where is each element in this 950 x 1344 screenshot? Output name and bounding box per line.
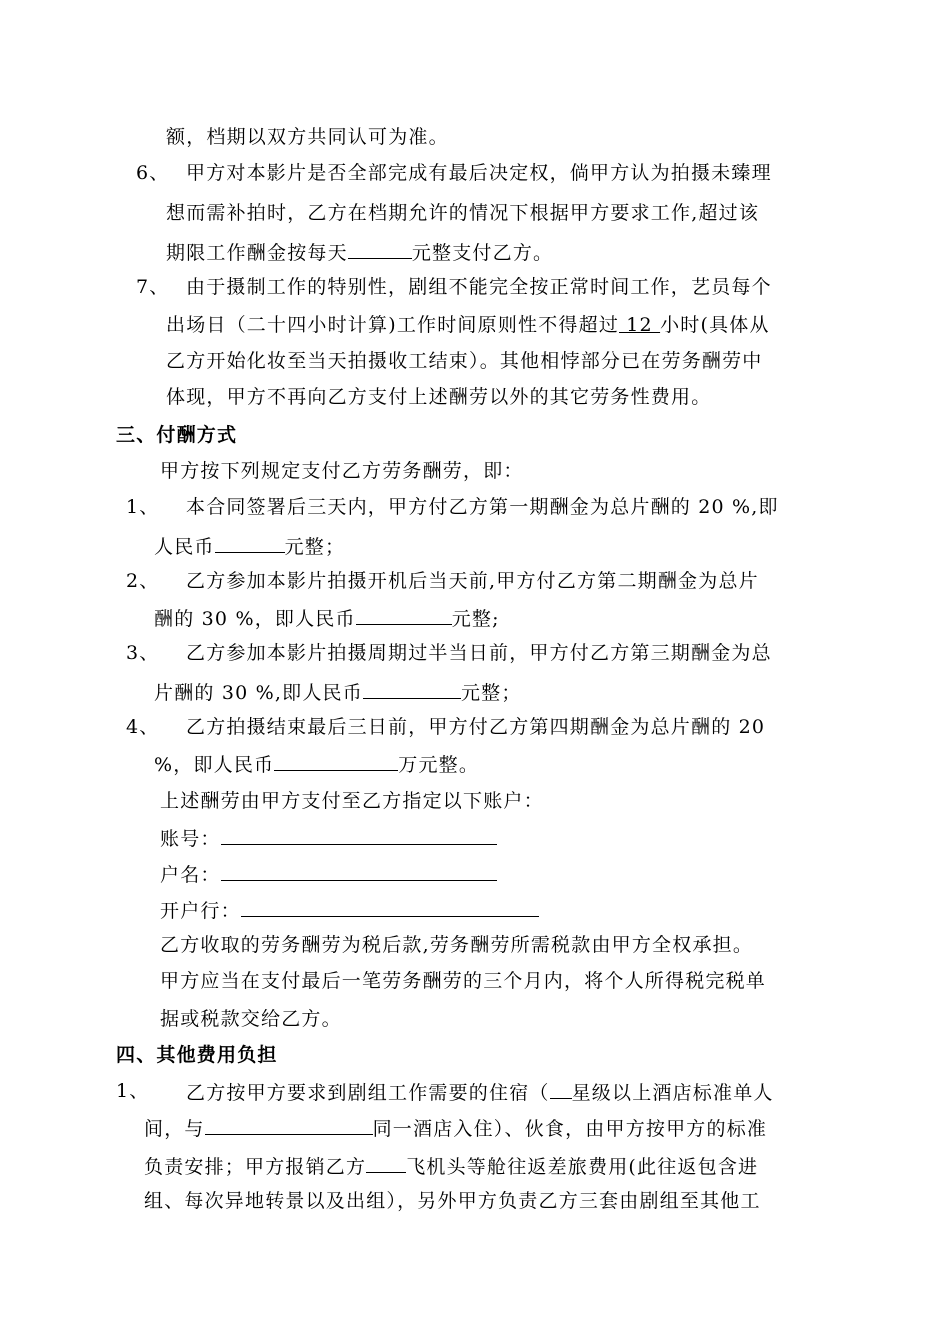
text-line: 甲方应当在支付最后一笔劳务酬劳的三个月内，将个人所得税完税单 [160,970,767,992]
blank-field [363,678,461,699]
blank-field [205,1114,373,1135]
section-heading: 三、付酬方式 [116,424,238,446]
text-line: 体现，甲方不再向乙方支付上述酬劳以外的其它劳务性费用。 [166,386,712,408]
item-number: 6、 [136,162,170,184]
text-line: 想而需补拍时，乙方在档期允许的情况下根据甲方要求工作,超过该 [166,202,760,224]
item-number: 1、 [126,496,160,518]
text-segment: 人民币 [154,536,215,558]
text-segment: 片酬的 30 %,即人民币 [154,682,363,704]
hours-value: 12 [619,314,661,336]
text-line [154,532,345,560]
text-segment: 元整； [284,536,346,558]
item-number: 3、 [126,642,160,664]
field-label: 账号： [160,828,221,850]
item-number: 2、 [126,570,160,592]
section-heading: 四、其他费用负担 [116,1044,278,1066]
text-line [154,604,500,632]
text-line [160,860,497,888]
text-line: 本合同签署后三天内，甲方付乙方第一期酬金为总片酬的 20 %,即 [186,496,779,518]
text-segment: 小时(具体从 [660,314,770,336]
field-label: 开户行： [160,900,241,922]
account-name-blank [221,860,497,881]
text-line: 组、每次异地转景以及出组），另外甲方负责乙方三套由剧组至其他工 [144,1190,761,1212]
text-segment: 酬的 30 %，即人民币 [154,608,356,630]
text-segment: 元整; [451,608,500,630]
text-segment: 负责安排；甲方报销乙方 [144,1156,367,1178]
bank-name-blank [241,896,539,917]
text-line: 据或税款交给乙方。 [160,1008,342,1030]
blank-field [366,1152,406,1173]
account-number-blank [221,824,497,845]
field-label: 户名： [160,864,221,886]
text-line [186,1078,774,1106]
text-line: 由于摄制工作的特别性，剧组不能完全按正常时间工作，艺员每个 [186,276,772,298]
item-number: 1、 [116,1080,150,1102]
text-line [160,896,539,924]
text-segment: 同一酒店入住）、伙食，由甲方按甲方的标准 [372,1118,768,1140]
text-segment: 万元整。 [398,754,480,776]
blank-field [274,750,398,771]
text-line: 上述酬劳由甲方支付至乙方指定以下账户： [160,790,544,812]
text-line: 乙方参加本影片拍摄开机后当天前,甲方付乙方第二期酬金为总片 [186,570,759,592]
text-line [144,1114,767,1142]
text-line [154,750,479,778]
text-line [154,678,522,706]
blank-field [215,532,285,553]
text-segment: 星级以上酒店标准单人 [571,1082,774,1104]
blank-field [348,238,412,259]
text-segment: 元整； [460,682,522,704]
text-segment: 期限工作酬金按每天 [166,242,348,264]
text-line: 甲方按下列规定支付乙方劳务酬劳，即： [160,460,524,482]
item-number: 4、 [126,716,160,738]
text-segment: 飞机头等舱往返差旅费用(此往返包含进 [406,1156,759,1178]
text-line: 乙方收取的劳务酬劳为税后款,劳务酬劳所需税款由甲方全权承担。 [160,934,754,956]
text-line [160,824,497,852]
blank-field [550,1078,572,1099]
text-line: 乙方参加本影片拍摄周期过半当日前，甲方付乙方第三期酬金为总 [186,642,772,664]
text-line: 乙方开始化妆至当天拍摄收工结束）。其他相悖部分已在劳务酬劳中 [166,350,763,372]
text-line: 乙方拍摄结束最后三日前，甲方付乙方第四期酬金为总片酬的 20 [186,716,766,738]
text-line: 甲方对本影片是否全部完成有最后决定权，倘甲方认为拍摄未臻理 [186,162,772,184]
text-line: 额，档期以双方共同认可为准。 [166,126,449,148]
text-line [144,1152,758,1180]
text-segment: %，即人民币 [154,754,275,776]
text-segment: 乙方按甲方要求到剧组工作需要的住宿（ [186,1082,550,1104]
text-segment: 出场日（二十四小时计算)工作时间原则性不得超过 [166,314,620,336]
text-line [166,312,770,338]
blank-field [356,604,452,625]
item-number: 7、 [136,276,170,298]
text-segment: 间，与 [144,1118,205,1140]
text-line [166,238,553,266]
text-segment: 元整支付乙方。 [411,242,554,264]
